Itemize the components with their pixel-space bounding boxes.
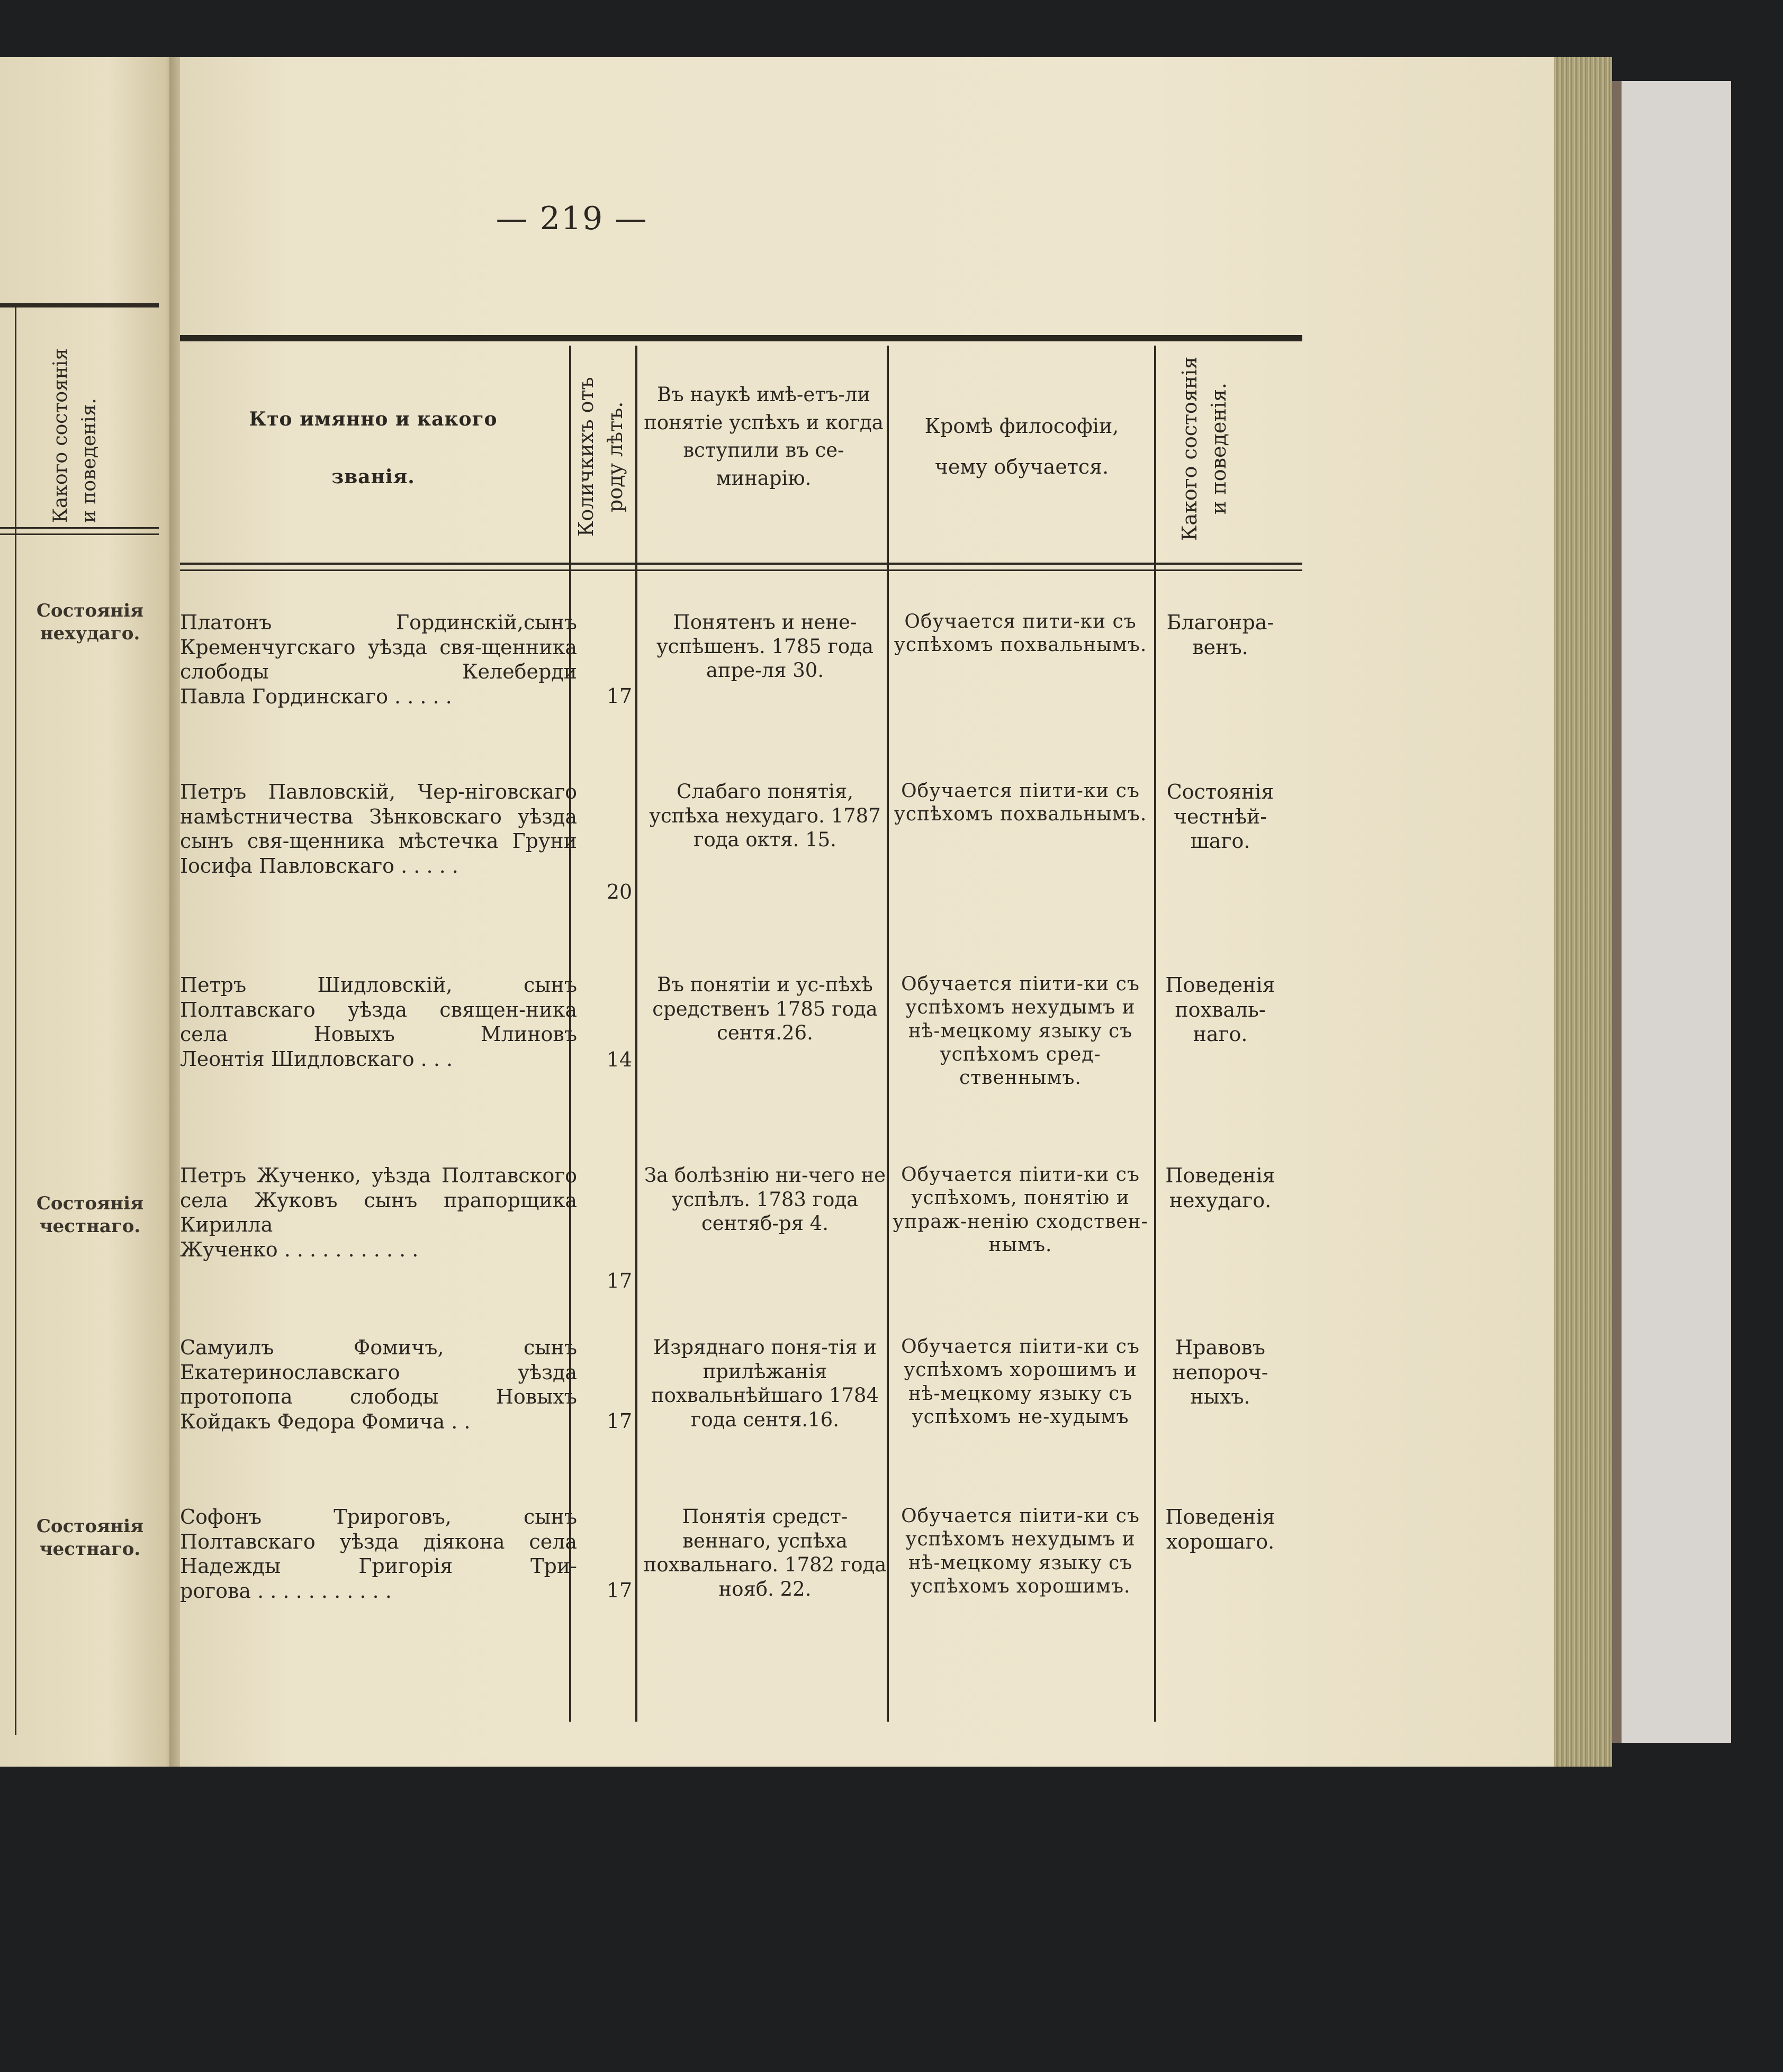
row-name-text: Платонъ Гординскій,сынъ Кременчугскаго уѣзда свя-щенника слободы Келеберди [180, 611, 577, 684]
row-name [180, 1163, 577, 1262]
table-top-rule [180, 335, 1302, 341]
header-age-line-2: роду лѣтъ. [604, 401, 627, 512]
page-edges [1554, 57, 1612, 1767]
row-name-last: рогова . . . . . . . . . . . [180, 1579, 392, 1603]
header-name-line-1: Кто имянно и какого [249, 408, 498, 430]
row-name-last: Іосифа Павловскаго . . . . . [180, 854, 458, 878]
left-header-line-2: и поведенія. [78, 398, 100, 523]
row-name [180, 780, 577, 879]
row-name-text: Петръ Шидловскій, сынъ Полтавскаго уѣзда священ-ника села Новыхъ Млиновъ [180, 973, 577, 1046]
left-header-rule [0, 527, 159, 529]
row-name-last: Жученко . . . . . . . . . . . [180, 1238, 419, 1262]
left-top-rule [0, 303, 159, 307]
header-name [180, 406, 566, 490]
row-science: Понятія средст-веннаго, успѣха похвальнаго. 1782 года нояб. 22. [643, 1505, 887, 1600]
row-science: Слабаго понятія, успѣха нехудаго. 1787 года октя. 15. [649, 780, 881, 851]
left-header-line-1: Какого состоянія [50, 348, 71, 523]
row-name [180, 610, 577, 709]
column-line-4 [1154, 346, 1156, 1722]
book-spread [0, 57, 1731, 1767]
left-condition-1: Состоянія нехудаго. [36, 600, 144, 644]
header-other [892, 413, 1151, 481]
row-other-subjects: Обучается піити-ки съ успѣхомъ, понятію и упраж-ненію сходствен-нымъ. [893, 1164, 1148, 1256]
header-other-line-1: Кромѣ философіи, [924, 414, 1119, 438]
row-name-text: Петръ Жученко, уѣзда Полтавского села Жуковъ сынъ прапорщика Кирилла [180, 1164, 577, 1237]
left-condition-2: Состоянія честнаго. [36, 1193, 144, 1237]
row-name-text: Петръ Павловскій, Чер-ніговскаго намѣстничества Зѣнковскаго уѣзда сынъ свя-щенника мѣстечка Груни [180, 780, 577, 853]
header-condition-line-2: и поведенія. [1207, 383, 1231, 515]
row-condition: Нравовъ непороч-ныхъ. [1172, 1336, 1268, 1409]
left-page [0, 57, 180, 1767]
row-age: 17 [606, 1579, 633, 1602]
row-condition: Поведенія похваль-наго. [1165, 973, 1275, 1046]
row-name-last: Павла Гординскаго . . . . . [180, 685, 452, 709]
row-age: 20 [606, 880, 633, 903]
header-science: Въ наукѣ имѣ-етъ-ли понятіе успѣхъ и когда вступили въ се-минарію. [644, 383, 884, 490]
row-condition: Поведенія хорошаго. [1165, 1505, 1275, 1553]
left-header-condition [47, 311, 104, 523]
row-name-last: Леонтія Шидловскаго . . . [180, 1047, 453, 1071]
header-age [572, 354, 630, 560]
header-name-line-2: званія. [331, 465, 415, 488]
header-condition-line-1: Какого состоянія [1178, 356, 1201, 541]
row-other-subjects: Обучается піити-ки съ успѣхомъ нехудымъ и нѣ-мецкому языку съ успѣхомъ хорошимъ. [901, 1505, 1140, 1597]
row-science: Понятенъ и нене-успѣшенъ. 1785 года апре-ля 30. [656, 611, 874, 682]
row-age: 17 [606, 1409, 633, 1433]
left-condition-3: Состоянія честнаго. [36, 1516, 144, 1560]
header-age-line-1: Количкихъ отъ [574, 377, 598, 537]
row-other-subjects: Обучается піити-ки съ успѣхомъ похвальнымъ. [894, 780, 1147, 826]
row-condition: Благонра-венъ. [1166, 611, 1274, 659]
row-other-subjects: Обучается піити-ки съ успѣхомъ нехудымъ и нѣ-мецкому языку съ успѣхомъ сред-ственнымъ. [901, 973, 1140, 1089]
page-number: — 219 — [496, 200, 648, 237]
row-age: 17 [606, 684, 633, 708]
header-bottom-rule-2 [180, 569, 1302, 571]
row-name-last: Койдакъ Федора Фомича . . [180, 1410, 471, 1434]
header-condition [1175, 346, 1233, 552]
header-bottom-rule [180, 563, 1302, 565]
row-other-subjects: Обучается пити-ки съ успѣхомъ похвальнымъ. [894, 611, 1147, 656]
row-science: Изряднаго поня-тія и прилѣжанія похвальнѣйшаго 1784 года сентя.16. [651, 1336, 879, 1431]
row-name [180, 1505, 577, 1604]
row-name [180, 1335, 577, 1434]
book-cover [1612, 81, 1731, 1743]
row-science: За болѣзнію ни-чего не успѣлъ. 1783 года сентяб-ря 4. [644, 1164, 886, 1235]
left-header-rule-2 [0, 533, 159, 535]
row-name-text: Софонъ Трироговъ, сынъ Полтавскаго уѣзда діякона села Надежды Григорія Три- [180, 1505, 577, 1578]
row-age: 14 [606, 1048, 633, 1071]
column-line-2 [635, 346, 637, 1722]
left-column-line [15, 306, 16, 1735]
row-science: Въ понятіи и ус-пѣхѣ средственъ 1785 года сентя.26. [652, 973, 878, 1044]
row-age: 17 [606, 1269, 633, 1292]
row-other-subjects: Обучается піити-ки съ успѣхомъ хорошимъ и нѣ-мецкому языку съ успѣхомъ не-худымъ [901, 1336, 1140, 1428]
row-condition: Состоянія честнѣй-шаго. [1166, 780, 1274, 853]
header-other-line-2: чему обучается. [934, 455, 1109, 479]
row-name-text: Самуилъ Фомичъ, сынъ Екатеринославскаго уѣзда протопопа слободы Новыхъ [180, 1336, 577, 1409]
row-condition: Поведенія нехудаго. [1165, 1164, 1275, 1212]
row-name [180, 973, 577, 1072]
